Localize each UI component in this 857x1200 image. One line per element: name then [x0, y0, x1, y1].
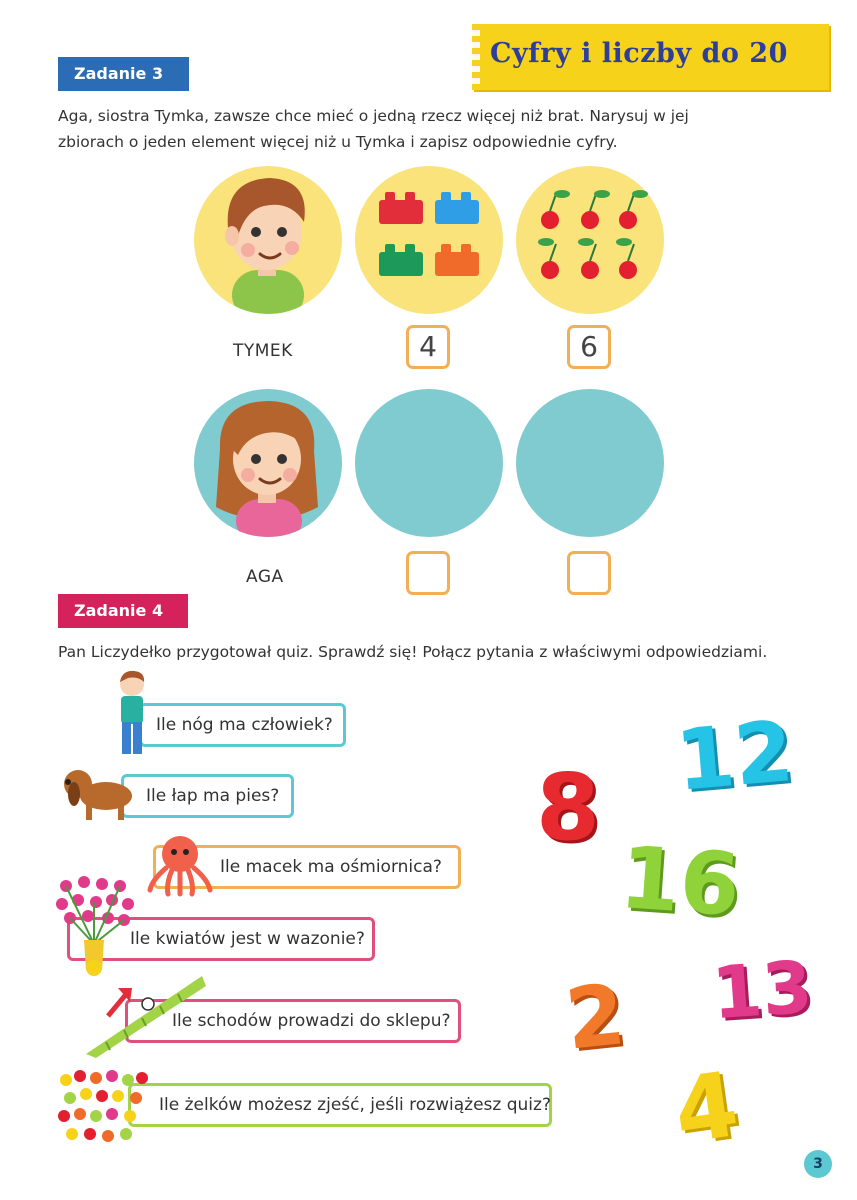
question-text: Ile łap ma pies?: [146, 786, 280, 806]
task-4-label: Zadanie 4: [58, 594, 188, 628]
tymek-blocks-count-box: 4: [406, 325, 450, 369]
notebook-spiral: [464, 30, 480, 84]
toy-blocks-icon: [355, 166, 503, 314]
question-text: Ile macek ma ośmiornica?: [220, 857, 442, 877]
question-text: Ile kwiatów jest w wazonie?: [130, 929, 365, 949]
task-3-label: Zadanie 3: [58, 57, 189, 91]
answer-number-12[interactable]: 12: [671, 702, 797, 810]
tymek-cherries-circle: [516, 166, 664, 314]
flower-vase-icon: [52, 874, 136, 982]
aga-blocks-count-box[interactable]: [406, 551, 450, 595]
octopus-icon: [146, 832, 214, 898]
jelly-beans-icon: [56, 1068, 150, 1148]
tymek-blocks-circle: [355, 166, 503, 314]
question-text: Ile nóg ma człowiek?: [156, 715, 333, 735]
tymek-name: TYMEK: [233, 341, 293, 361]
boy-standing-icon: [112, 668, 152, 760]
cherries-icon: [516, 166, 664, 314]
question-text: Ile schodów prowadzi do sklepu?: [172, 1011, 451, 1031]
aga-cherries-drawing-area[interactable]: [516, 389, 664, 537]
task-3-instruction-line-1: Aga, siostra Tymka, zawsze chce mieć o jedną rzecz więcej niż brat. Narysuj w jej: [58, 107, 689, 125]
tymek-portrait: [194, 166, 342, 314]
answer-number-8[interactable]: 8: [536, 754, 601, 861]
aga-blocks-drawing-area[interactable]: [355, 389, 503, 537]
task-3-instruction: [58, 103, 689, 155]
aga-portrait: [194, 389, 342, 537]
answer-number-4[interactable]: 4: [667, 1052, 745, 1165]
aga-name: AGA: [246, 567, 284, 587]
answer-number-2[interactable]: 2: [561, 965, 630, 1069]
stairs-icon: [82, 972, 206, 1058]
boy-illustration: [194, 166, 342, 314]
page-title: Cyfry i liczby do 20: [490, 38, 788, 69]
task-4-instruction: Pan Liczydełko przygotował quiz. Sprawdź się! Połącz pytania z właściwymi odpowiedziami.: [58, 643, 768, 661]
task-3-instruction-line-2: zbiorach o jeden element więcej niż u Tymka i zapisz odpowiednie cyfry.: [58, 133, 618, 151]
answer-number-13[interactable]: 13: [709, 944, 816, 1036]
answer-number-16[interactable]: 16: [616, 827, 744, 937]
page-number: 3: [804, 1150, 832, 1178]
title-banner: [472, 24, 829, 90]
tymek-cherries-count-box: 6: [567, 325, 611, 369]
question-box-dog-paws[interactable]: [121, 774, 294, 818]
question-box-human-legs[interactable]: [139, 703, 346, 747]
aga-cherries-count-box[interactable]: [567, 551, 611, 595]
girl-illustration: [194, 389, 342, 537]
question-box-jelly-beans[interactable]: [128, 1083, 552, 1127]
question-text: Ile żelków możesz zjeść, jeśli rozwiążesz quiz?: [159, 1095, 551, 1115]
dog-icon: [60, 762, 138, 824]
